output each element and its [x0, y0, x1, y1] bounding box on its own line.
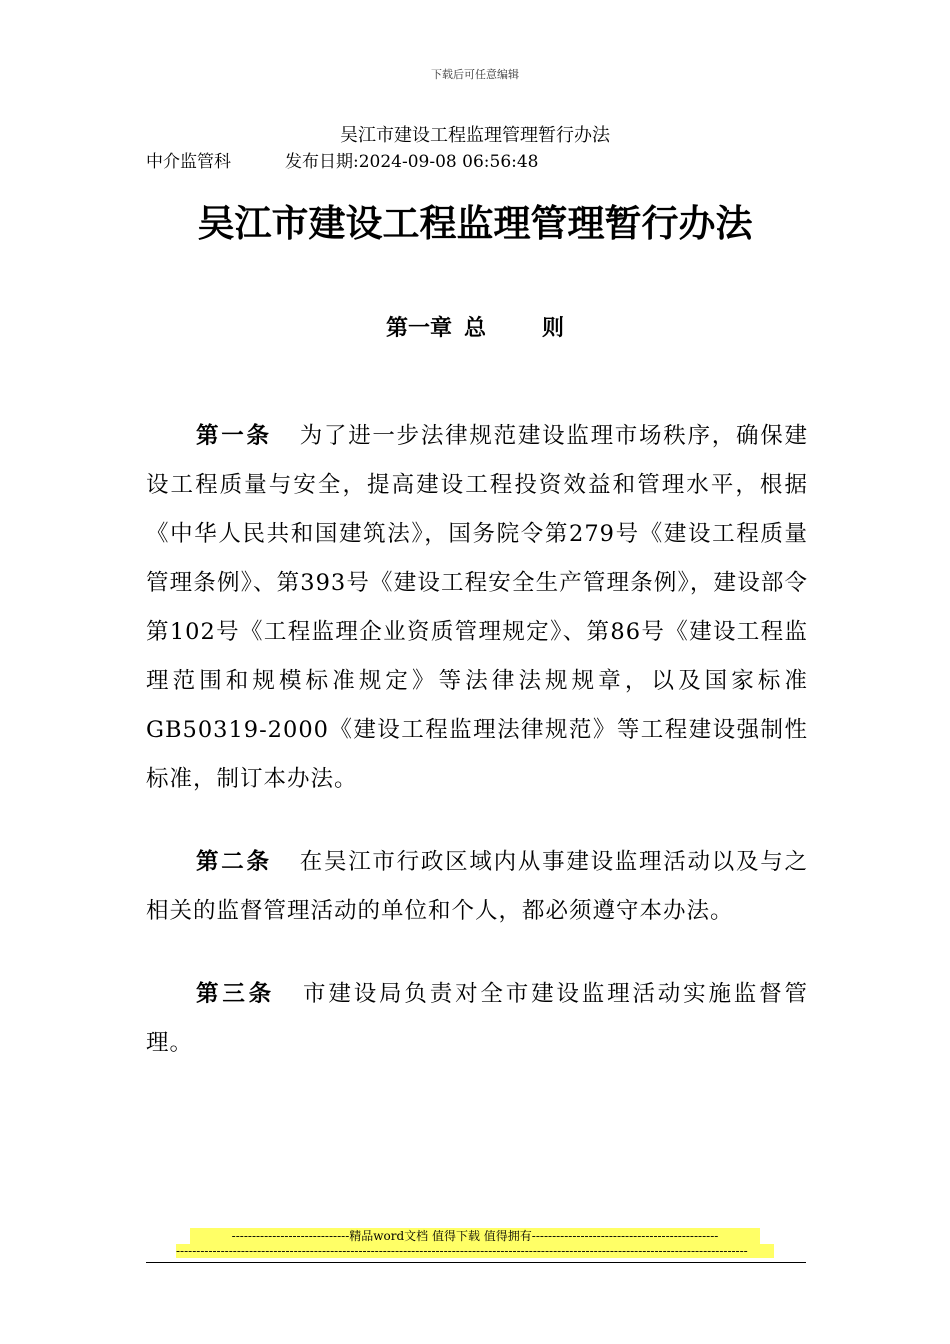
chapter-number: 第一章: [385, 316, 452, 341]
chapter-name-part1: 总: [463, 316, 486, 341]
chapter-title: [0, 312, 950, 346]
article-2: [146, 838, 808, 936]
article-3: [146, 970, 808, 1068]
article-2-label: 第二条: [196, 849, 272, 875]
article-1-text: 为了进一步法律规范建设监理市场秩序，确保建设工程质量与安全，提高建设工程投资效益和管理水平，根据《中华人民共和国建筑法》，国务院令第279号《建设工程质量管理条例》、第393号《建设工程安全生产管理条例》，建设部令第102号《工程监理企业资质管理规定》、第86号《建设工程监理范围和规模标准规定》等法律法规规章，以及国家标准GB50319-2000《建设工程监理法律规范》等工程建设强制性标准，制订本办法。: [146, 423, 808, 792]
article-1: [146, 412, 808, 804]
articles-section: [146, 412, 808, 1102]
meta-line: [146, 150, 539, 174]
article-1-label: 第一条: [196, 423, 272, 449]
publish-date: 发布日期:2024-09-08 06:56:48: [285, 152, 539, 172]
article-2-text: 在吴江市行政区域内从事建设监理活动以及与之相关的监督管理活动的单位和个人，都必须遵守本办法。: [146, 849, 808, 924]
footer-promo-line: -----------------------------精品word文档 值得下载 值得拥有----------------------------------------------: [190, 1228, 760, 1244]
article-3-text: 市建设局负责对全市建设监理活动实施监督管理。: [146, 981, 808, 1056]
footer-dash-line: ---------------------------------------------------------------------------------------------------------------------------------------------: [176, 1244, 774, 1258]
article-3-label: 第三条: [196, 981, 276, 1007]
source-title: 吴江市建设工程监理管理暂行办法: [340, 125, 610, 146]
document-title: 吴江市建设工程监理管理暂行办法: [197, 202, 753, 245]
footer-rule: [146, 1262, 806, 1263]
department-label: 中介监管科: [146, 152, 231, 172]
chapter-name-part2: 则: [542, 316, 565, 341]
page-header-note: 下载后可任意编辑: [431, 68, 519, 81]
